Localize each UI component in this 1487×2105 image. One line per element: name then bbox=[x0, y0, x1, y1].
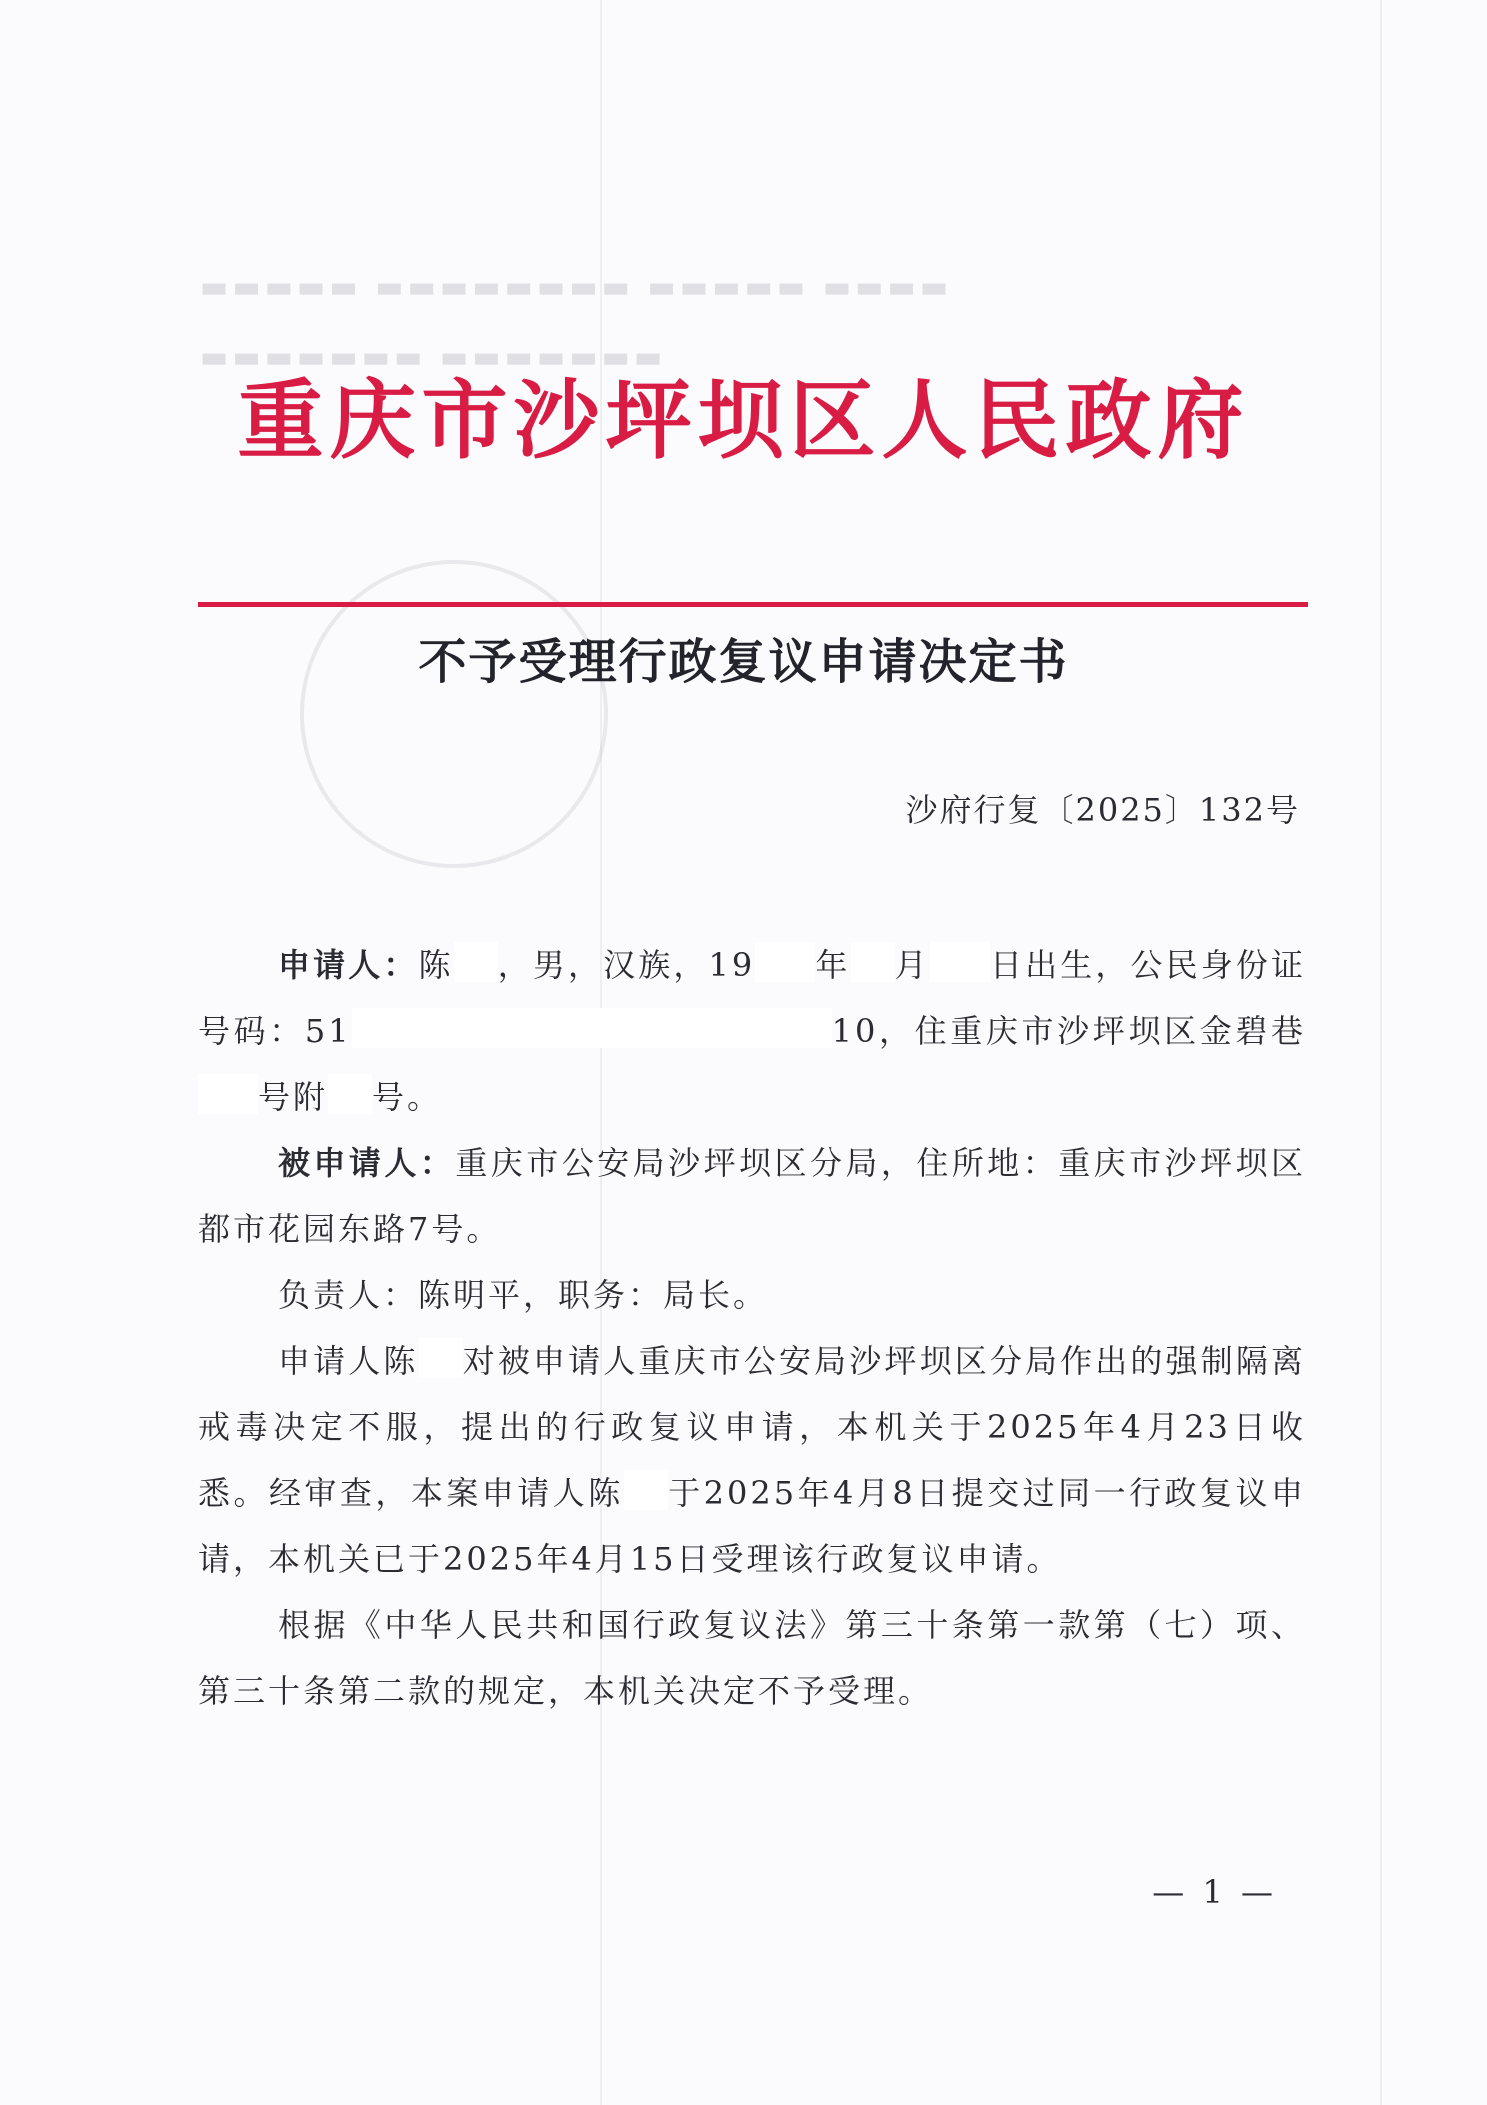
applicant-text: 号。 bbox=[372, 1078, 443, 1116]
applicant-text: 月 bbox=[894, 946, 930, 984]
show-through-text: ▬▬▬▬▬▬▬ ▬▬▬▬▬▬▬ bbox=[200, 340, 667, 375]
respondent-label: 被申请人： bbox=[278, 1144, 456, 1182]
redaction-box bbox=[328, 1074, 372, 1114]
applicant-label: 申请人： bbox=[278, 946, 419, 984]
facts-text: 于2025年4月8日提交过同一行政复议申请，本机关已于2025年4月15日受理该行政复议申请。 bbox=[198, 1474, 1306, 1578]
scan-fold-line bbox=[1380, 0, 1382, 2105]
red-divider-line bbox=[198, 602, 1308, 607]
applicant-text: ，男，汉族，19 bbox=[497, 946, 756, 984]
redaction-box bbox=[419, 1338, 463, 1378]
document-number: 沙府行复〔2025〕132号 bbox=[905, 791, 1300, 829]
applicant-paragraph bbox=[198, 932, 1306, 1130]
applicant-text: 日出生，公民身份证号码：51 bbox=[198, 946, 1306, 1050]
document-body bbox=[198, 932, 1306, 1724]
applicant-text: 陈 bbox=[418, 946, 454, 984]
page-number: — 1 — bbox=[1152, 1873, 1277, 1911]
redaction-box bbox=[352, 1008, 832, 1048]
applicant-text: 号附 bbox=[258, 1078, 329, 1116]
show-through-text: ▬▬▬▬▬ ▬▬▬▬▬▬▬▬ ▬▬▬▬▬ ▬▬▬▬ bbox=[200, 270, 953, 305]
facts-paragraph bbox=[198, 1328, 1306, 1592]
redaction-box bbox=[198, 1074, 258, 1114]
applicant-text: 10，住重庆市沙坪坝区金碧巷 bbox=[831, 1012, 1306, 1050]
redaction-box bbox=[851, 942, 895, 982]
decision-paragraph: 根据《中华人民共和国行政复议法》第三十条第一款第（七）项、第三十条第二款的规定，本机关决定不予受理。 bbox=[198, 1606, 1306, 1710]
respondent-text: 重庆市公安局沙坪坝区分局，住所地：重庆市沙坪坝区都市花园东路7号。 bbox=[198, 1144, 1306, 1248]
redaction-box bbox=[624, 1470, 668, 1510]
facts-text: 申请人陈 bbox=[278, 1342, 419, 1380]
facts-text: 对被申请人重庆市公安局沙坪坝区分局作出的强制隔离戒毒决定不服，提出的行政复议申请，本机关于2025年4月23日收悉。经审查，本案申请人陈 bbox=[198, 1342, 1306, 1512]
redaction-box bbox=[755, 942, 815, 982]
respondent-paragraph bbox=[198, 1130, 1306, 1262]
redaction-box bbox=[930, 942, 990, 982]
responsible-person-paragraph: 负责人：陈明平，职务：局长。 bbox=[278, 1276, 769, 1314]
applicant-text: 年 bbox=[815, 946, 851, 984]
document-title: 不予受理行政复议申请决定书 bbox=[418, 634, 1069, 690]
issuing-authority-title: 重庆市沙坪坝区人民政府 bbox=[237, 370, 1250, 471]
redaction-box bbox=[454, 942, 498, 982]
